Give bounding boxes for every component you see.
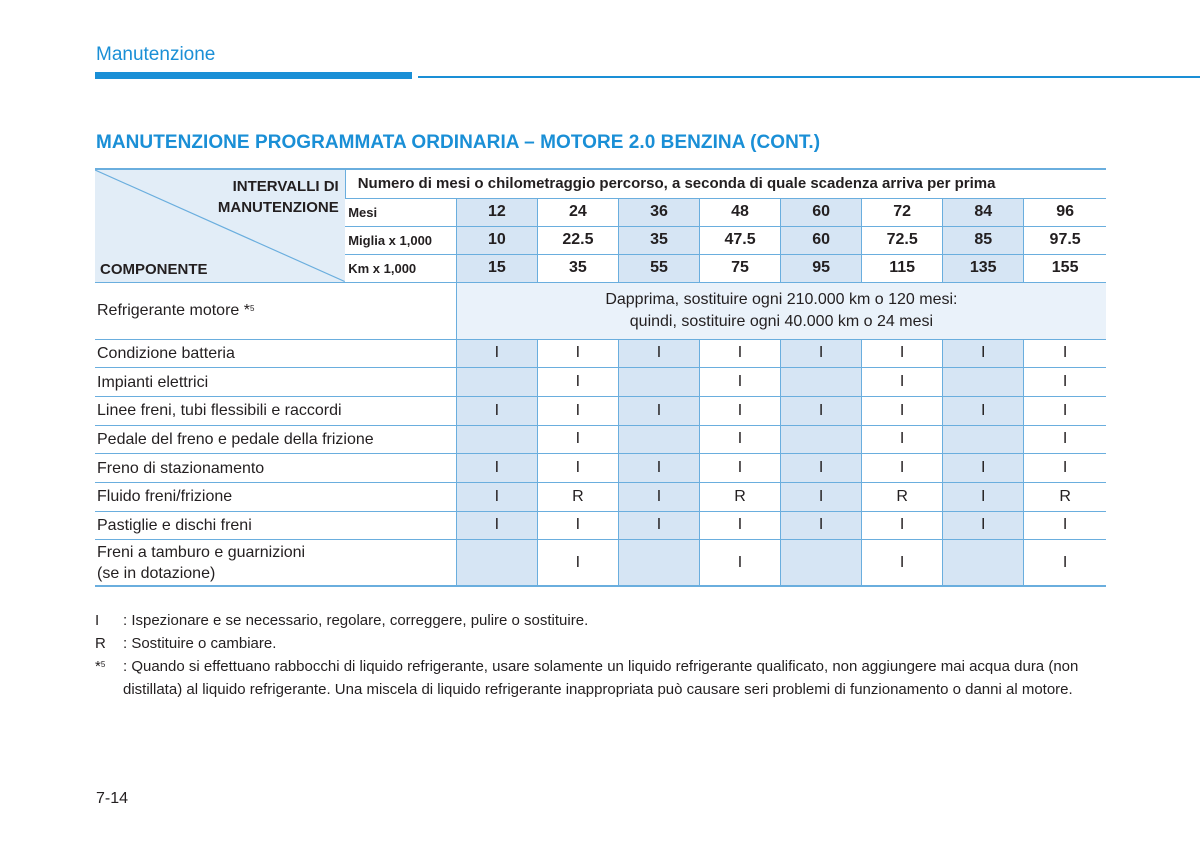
schedule-cell: I — [537, 454, 618, 483]
schedule-cell: I — [862, 540, 943, 586]
schedule-cell: I — [943, 511, 1024, 540]
coolant-interval-note — [456, 282, 1106, 339]
legend-replace-key: R — [95, 635, 106, 652]
schedule-cell: I — [1024, 339, 1106, 368]
interval-value: 24 — [537, 198, 618, 226]
interval-value: 115 — [862, 254, 943, 282]
schedule-cell: I — [537, 396, 618, 425]
header-rule-thick — [95, 72, 412, 79]
schedule-cell: I — [700, 396, 781, 425]
schedule-cell: I — [862, 368, 943, 397]
coolant-note-line2: quindi, sostituire ogni 40.000 km o 24 mesi — [629, 312, 934, 330]
schedule-cell: I — [537, 540, 618, 586]
schedule-cell: I — [1024, 454, 1106, 483]
schedule-cell — [618, 368, 699, 397]
schedule-cell: I — [456, 339, 537, 368]
schedule-cell: I — [537, 425, 618, 454]
interval-value: 84 — [943, 198, 1024, 226]
schedule-cell: I — [700, 511, 781, 540]
legend-footnote-mark: * — [95, 658, 101, 675]
schedule-cell — [456, 425, 537, 454]
schedule-cell: I — [862, 396, 943, 425]
schedule-cell: I — [1024, 368, 1106, 397]
schedule-cell — [456, 540, 537, 586]
schedule-cell — [781, 368, 862, 397]
interval-value: 75 — [700, 254, 781, 282]
schedule-cell: I — [618, 482, 699, 511]
schedule-cell: I — [862, 511, 943, 540]
schedule-cell: I — [943, 482, 1024, 511]
intervals-label — [218, 176, 339, 218]
coolant-note-line1: Dapprima, sostituire ogni 210.000 km o 120 mesi: — [605, 290, 958, 308]
schedule-cell: I — [781, 454, 862, 483]
schedule-cell: I — [456, 482, 537, 511]
schedule-cell: I — [537, 511, 618, 540]
interval-value: 60 — [781, 226, 862, 254]
interval-value: 95 — [781, 254, 862, 282]
schedule-cell: I — [456, 396, 537, 425]
intervals-label-line1: INTERVALLI DI — [232, 178, 339, 195]
legend-footnote — [95, 655, 1105, 701]
legend — [95, 609, 1105, 701]
legend-footnote-text: : Quando si effettuano rabbocchi di liquido refrigerante, usare solamente un liquido refrigerante qualificato, non aggiungere mai acqua dura (non distillata) al liquido refrigerante. Una miscela di liquido refrigerante inappropriata può causare seri problemi di funzionamento o danni al motore. — [123, 658, 1079, 698]
interval-value: 96 — [1024, 198, 1106, 226]
schedule-cell — [456, 368, 537, 397]
schedule-cell: R — [537, 482, 618, 511]
schedule-cell: I — [618, 396, 699, 425]
interval-value: 72.5 — [862, 226, 943, 254]
legend-replace — [95, 632, 1105, 655]
table-title: MANUTENZIONE PROGRAMMATA ORDINARIA – MOTORE 2.0 BENZINA (CONT.) — [96, 132, 821, 153]
schedule-cell: I — [943, 396, 1024, 425]
schedule-cell: R — [862, 482, 943, 511]
interval-value: 48 — [700, 198, 781, 226]
interval-value: 135 — [943, 254, 1024, 282]
interval-value: 60 — [781, 198, 862, 226]
component-name — [95, 282, 456, 339]
component-name-sup: 5 — [249, 304, 255, 313]
unit-label: Miglia x 1,000 — [345, 226, 456, 254]
interval-value: 97.5 — [1024, 226, 1106, 254]
schedule-cell: I — [537, 368, 618, 397]
table-corner-header — [95, 169, 345, 282]
schedule-cell: I — [1024, 540, 1106, 586]
interval-value: 12 — [456, 198, 537, 226]
component-name-text: Refrigerante motore * — [97, 302, 250, 319]
component-name — [95, 540, 456, 586]
schedule-cell: I — [456, 511, 537, 540]
component-name: Fluido freni/frizione — [95, 482, 456, 511]
component-name-line2: (se in dotazione) — [97, 564, 216, 582]
schedule-cell: I — [618, 511, 699, 540]
component-name: Impianti elettrici — [95, 368, 456, 397]
interval-value: 72 — [862, 198, 943, 226]
schedule-cell: I — [700, 425, 781, 454]
component-name: Condizione batteria — [95, 339, 456, 368]
unit-label: Mesi — [345, 198, 456, 226]
schedule-cell: I — [700, 339, 781, 368]
schedule-cell: I — [1024, 425, 1106, 454]
maintenance-schedule-table — [95, 168, 1106, 587]
table-row — [95, 482, 1106, 511]
component-label: COMPONENTE — [100, 260, 208, 278]
schedule-cell — [781, 540, 862, 586]
schedule-cell — [943, 540, 1024, 586]
legend-replace-text: : Sostituire o cambiare. — [123, 635, 277, 652]
interval-value: 47.5 — [700, 226, 781, 254]
legend-inspect-key: I — [95, 612, 100, 629]
schedule-cell: I — [456, 454, 537, 483]
table-row — [95, 368, 1106, 397]
schedule-cell — [618, 540, 699, 586]
schedule-cell: I — [700, 540, 781, 586]
interval-span-header: Numero di mesi o chilometraggio percorso, a seconda di quale scadenza arriva per prima — [345, 169, 1106, 198]
schedule-cell: I — [781, 339, 862, 368]
table-row — [95, 425, 1106, 454]
section-title: Manutenzione — [96, 44, 216, 65]
schedule-cell: R — [700, 482, 781, 511]
intervals-label-line2: MANUTENZIONE — [217, 199, 339, 216]
schedule-cell — [943, 368, 1024, 397]
interval-value: 36 — [618, 198, 699, 226]
table-row — [95, 511, 1106, 540]
interval-value: 22.5 — [537, 226, 618, 254]
interval-value: 155 — [1024, 254, 1106, 282]
legend-footnote-sup: 5 — [100, 660, 106, 669]
header-rule-thin — [418, 76, 1200, 78]
schedule-cell: I — [700, 454, 781, 483]
table-row — [95, 454, 1106, 483]
unit-label: Km x 1,000 — [345, 254, 456, 282]
table-row — [95, 396, 1106, 425]
component-name: Freno di stazionamento — [95, 454, 456, 483]
interval-value: 55 — [618, 254, 699, 282]
table-row-coolant — [95, 282, 1106, 339]
legend-footnote-key — [95, 655, 123, 701]
legend-inspect — [95, 609, 1105, 632]
schedule-cell: I — [943, 339, 1024, 368]
schedule-cell: I — [618, 454, 699, 483]
interval-value: 35 — [618, 226, 699, 254]
legend-inspect-text: : Ispezionare e se necessario, regolare, correggere, pulire o sostituire. — [123, 612, 589, 629]
schedule-cell: R — [1024, 482, 1106, 511]
component-name: Pedale del freno e pedale della frizione — [95, 425, 456, 454]
schedule-cell: I — [618, 339, 699, 368]
schedule-cell: I — [1024, 396, 1106, 425]
component-name: Pastiglie e dischi freni — [95, 511, 456, 540]
schedule-cell: I — [862, 339, 943, 368]
interval-value: 15 — [456, 254, 537, 282]
schedule-cell: I — [537, 339, 618, 368]
component-name-line1: Freni a tamburo e guarnizioni — [97, 543, 306, 561]
schedule-cell — [618, 425, 699, 454]
schedule-cell: I — [781, 482, 862, 511]
schedule-cell: I — [700, 368, 781, 397]
schedule-cell — [943, 425, 1024, 454]
schedule-cell: I — [781, 396, 862, 425]
interval-value: 35 — [537, 254, 618, 282]
interval-value: 85 — [943, 226, 1024, 254]
schedule-cell: I — [781, 511, 862, 540]
schedule-cell: I — [1024, 511, 1106, 540]
schedule-cell — [781, 425, 862, 454]
schedule-cell: I — [862, 454, 943, 483]
schedule-cell: I — [862, 425, 943, 454]
schedule-cell: I — [943, 454, 1024, 483]
interval-value: 10 — [456, 226, 537, 254]
table-row — [95, 339, 1106, 368]
page-number: 7-14 — [96, 790, 129, 807]
component-name: Linee freni, tubi flessibili e raccordi — [95, 396, 456, 425]
table-row — [95, 540, 1106, 586]
